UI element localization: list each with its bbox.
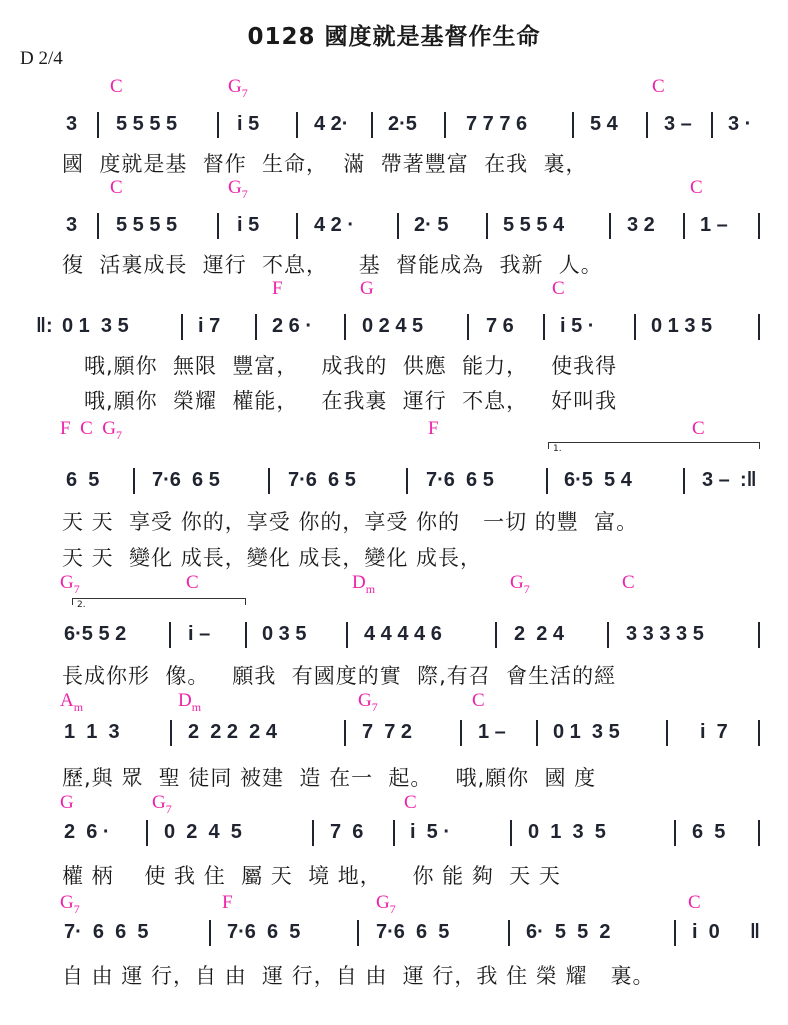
chord-symbol: C [622, 572, 635, 593]
measure-notes: i 7 [700, 721, 728, 743]
chord-symbol: $G_7$ [60, 572, 80, 596]
chord-symbol: $G_7$ [228, 76, 248, 100]
measure-notes: 2· 5 [414, 214, 449, 236]
measure-notes: 3 [66, 113, 78, 135]
measure-notes: 6 5 [66, 469, 100, 491]
measure-notes: 5 5 5 5 [116, 113, 178, 135]
measure-notes: 2 6 · [272, 315, 313, 337]
measure-notes: 7·6 6 5 [227, 921, 301, 943]
measure-notes: 4 2· [314, 113, 349, 135]
chord-symbol: F [272, 278, 283, 299]
chord-symbol: $D_m$ [178, 690, 202, 714]
measure-notes: i 7 [198, 315, 221, 337]
measure-notes: 0 2 4 5 [362, 315, 424, 337]
lyric-line: 復 活裏成長 運行 不息， 基 督能成為 我新 人。 [62, 253, 603, 277]
song-title: 0128 國度就是基督作生命 [247, 24, 541, 50]
measure-notes: 7 7 7 6 [466, 113, 528, 135]
measure-notes: 3 3 3 3 5 [626, 623, 704, 645]
measure-notes: 1 1 3 [64, 721, 120, 743]
measure-notes: 3 – [702, 469, 730, 491]
chord-symbol: $G_7$ [358, 690, 378, 714]
measure-notes: 6· 5 5 2 [526, 921, 611, 943]
chord-symbol: $G_7$ [228, 177, 248, 201]
note-row [0, 466, 788, 498]
lyric-line: 哦,願你 無限 豐富， 成我的 供應 能力， 使我得 [84, 354, 618, 378]
chord-symbol: F [428, 418, 439, 439]
measure-notes: 3 – [664, 113, 692, 135]
measure-notes: 3 · [728, 113, 752, 135]
measure-notes: 7·6 6 5 [426, 469, 494, 491]
chord-symbol: $D_m$ [352, 572, 376, 596]
measure-notes: 0 2 4 5 [164, 821, 242, 843]
measure-notes: 3 [66, 214, 78, 236]
note-row [0, 818, 788, 850]
measure-notes: 7·6 6 5 [152, 469, 220, 491]
measure-notes: 2 2 2 2 4 [188, 721, 277, 743]
measure-notes: 7 6 [330, 821, 364, 843]
chord-symbol: F [222, 892, 233, 913]
lyric-line: 天 天 享受 你的，享受 你的，享受 你的 一切 的豐 富。 [62, 510, 639, 534]
chord-symbol: C [186, 572, 199, 593]
measure-notes: 3 2 [627, 214, 655, 236]
chord-symbol: C [552, 278, 565, 299]
measure-notes: 0 1 3 5 [651, 315, 713, 337]
measure-notes: 4 2 · [314, 214, 355, 236]
measure-notes: 2 2 4 [514, 623, 565, 645]
measure-notes: 6·5 5 2 [64, 623, 127, 645]
chord-symbol: F C $G_7$ [60, 418, 122, 442]
lyric-line: 權 柄 使 我 住 屬 天 境 地， 你 能 夠 天 天 [62, 864, 561, 888]
measure-notes: i 5 [237, 113, 260, 135]
measure-notes: 6 5 [692, 821, 726, 843]
lyric-line: 長成你形 像。 願我 有國度的實 際,有召 會生活的經 [62, 664, 617, 688]
chord-symbol: $G_7$ [152, 792, 172, 816]
measure-notes: 0 1 3 5 [553, 721, 620, 743]
measure-notes: 0 1 3 5 [62, 315, 129, 337]
measure-notes: i – [188, 623, 211, 645]
note-row [0, 718, 788, 750]
chord-symbol: C [110, 76, 123, 97]
chord-symbol: C [472, 690, 485, 711]
measure-notes: 7 7 2 [362, 721, 413, 743]
repeat-start-sign: ‖: [36, 315, 53, 337]
measure-notes: 1 – [478, 721, 506, 743]
measure-notes: 6·5 5 4 [564, 469, 632, 491]
chord-symbol: $A_m$ [60, 690, 84, 714]
measure-notes: 7 6 [486, 315, 514, 337]
measure-notes: 7·6 6 5 [288, 469, 356, 491]
measure-notes: 0 3 5 [262, 623, 307, 645]
measure-notes: i 5 · [410, 821, 451, 843]
chord-symbol: C [688, 892, 701, 913]
note-row [0, 312, 788, 344]
chord-symbol: C [110, 177, 123, 198]
lyric-line: 自 由 運 行，自 由 運 行，自 由 運 行，我 住 榮 耀 裏。 [62, 964, 655, 988]
measure-notes: 1 – [700, 214, 728, 236]
measure-notes: 5 5 5 4 [503, 214, 565, 236]
first-ending-bracket: 1. [548, 442, 760, 449]
measure-notes: 5 5 5 5 [116, 214, 178, 236]
chord-symbol: $G_7$ [60, 892, 80, 916]
chord-symbol: $G_7$ [376, 892, 396, 916]
measure-notes: 7·6 6 5 [376, 921, 450, 943]
chord-symbol: C [652, 76, 665, 97]
note-row [0, 918, 788, 950]
note-row [0, 211, 788, 243]
chord-symbol: C [692, 418, 705, 439]
measure-notes: 2 6 · [64, 821, 110, 843]
chord-symbol: C [404, 792, 417, 813]
key-signature: D 2/4 [20, 48, 63, 69]
chord-symbol: $G_7$ [510, 572, 530, 596]
measure-notes: 0 1 3 5 [528, 821, 606, 843]
measure-notes: i 5 [237, 214, 260, 236]
chord-symbol: G [360, 278, 374, 299]
lyric-line: 國 度就是基 督作 生命， 滿 帶著豐富 在我 裏， [62, 152, 588, 176]
note-row [0, 620, 788, 652]
chord-symbol: G [60, 792, 74, 813]
measure-notes: 5 4 [590, 113, 618, 135]
lyric-line: 歷,與 眾 聖 徒同 被建 造 在一 起。 哦,願你 國 度 [62, 766, 597, 790]
note-row [0, 110, 788, 142]
measure-notes: i 5 · [560, 315, 595, 337]
measure-notes: 7· 6 6 5 [64, 921, 149, 943]
chord-symbol: C [690, 177, 703, 198]
measure-notes: 4 4 4 4 6 [364, 623, 442, 645]
lyric-line: 哦,願你 榮耀 權能， 在我裏 運行 不息， 好叫我 [84, 389, 618, 413]
repeat-end-sign: :‖ [740, 469, 757, 491]
measure-notes: i 0 [692, 921, 720, 943]
second-ending-bracket: 2. [72, 598, 246, 605]
final-barline: ‖ [750, 921, 760, 943]
measure-notes: 2·5 [388, 113, 417, 135]
lyric-line: 天 天 變化 成長，變化 成長，變化 成長， [62, 546, 483, 570]
